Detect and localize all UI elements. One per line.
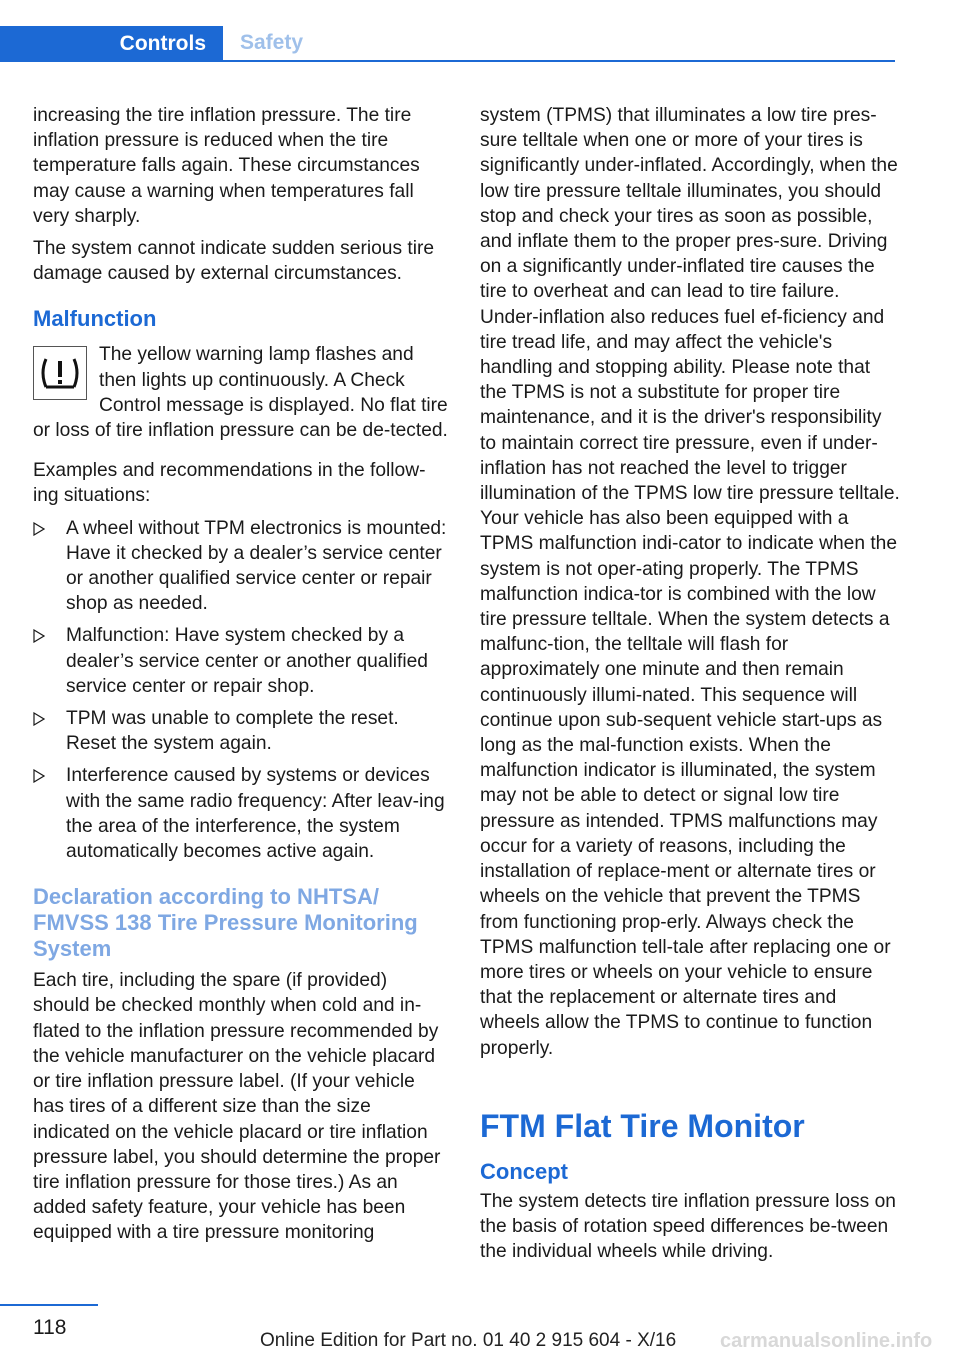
heading-declaration: Declaration according to NHTSA/ FMVSS 138 Tire Pressure Monitoring System xyxy=(33,884,418,962)
list-item xyxy=(33,516,448,617)
right-column xyxy=(480,103,900,1271)
footer-accent-line xyxy=(0,1304,98,1306)
paragraph-temperature: increasing the tire inflation pressure. The tire inflation pressure is reduced when the tire temperature falls again. These circumstances may cause a warning when temperatures fall very sharply. xyxy=(33,105,420,227)
paragraph-declaration: Each tire, including the spare (if provided) should be checked monthly when cold and in‐flated to the inflation pressure recommended by the vehicle manufacturer on the vehicle placard or tire inflation pressure label. (If your vehicle has tires of a different size than the size indicated on the vehicle placard or tire inflation pressure label, you should determine the proper tire inflation pressure for those tires.) As an added safety feature, your vehicle has been equipped with a tire pressure monitoring xyxy=(33,970,441,1244)
list-item-text: Interference caused by systems or devices with the same radio frequency: After leav‐ing the area of the interference, the system automatically becomes active again. xyxy=(66,765,445,863)
malfunction-block xyxy=(33,342,448,443)
heading-ftm: FTM Flat Tire Monitor xyxy=(480,1107,805,1144)
paragraph-sudden-damage: The system cannot indicate sudden serious tire damage caused by external circumstances. xyxy=(33,238,435,285)
triangle-bullet-icon xyxy=(33,769,45,783)
list-item xyxy=(33,706,448,756)
paragraph-concept: The system detects tire inflation pressure loss on the basis of rotation speed differences be‐tween the individual wheels while driving. xyxy=(480,1190,896,1263)
heading-malfunction: Malfunction xyxy=(33,306,157,332)
list-item-text: TPM was unable to complete the reset. Reset the system again. xyxy=(66,708,399,755)
list-item-text: A wheel without TPM electronics is mounted: Have it checked by a dealer’s service center or another qualified service center or repair shop as needed. xyxy=(66,517,447,615)
list-item xyxy=(33,763,448,864)
recommendation-list xyxy=(33,516,448,865)
paragraph-tpms: system (TPMS) that illuminates a low tire pres‐sure telltale when one or more of your tires is significantly under-inflated. Accordingly, when the low tire pressure telltale illuminates, you should stop and check your tires as soon as possible, and inflate them to the proper pres‐sure. Driving on a significantly under-inflated tire causes the tire to overheat and can lead to tire failure. Under-inflation also reduces fuel ef‐ficiency and tire tread life, and may affect the vehicle's handling and stopping ability. Please note that the TPMS is not a substitute for proper tire maintenance, and it is the driver's responsibility to maintain correct tire pressure, even if under-inflation has not reached the level to trigger illumination of the TPMS low tire pressure telltale. Your vehicle has also been equipped with a TPMS malfunction indi‐cator to indicate when the system is not oper‐ating properly. The TPMS malfunction indica‐tor is combined with the low tire pressure telltale. When the system detects a malfunc‐tion, the telltale will flash for approximately one minute and then remain continuously illumi‐nated. This sequence will continue upon sub‐sequent vehicle start-ups as long as the mal‐function exists. When the malfunction indicator is illuminated, the system may not be able to detect or signal low tire pressure as intended. TPMS malfunctions may occur for a variety of reasons, including the installation of replace‐ment or alternate tires or wheels on the vehicle that prevent the TPMS from functioning prop‐erly. Always check the TPMS malfunction tell‐tale after replacing one or more tires or wheels on your vehicle to ensure that the replacement or alternate tires and wheels allow the TPMS to continue to function properly. xyxy=(480,105,900,1059)
watermark: carmanualsonline.info xyxy=(720,1330,933,1352)
tire-pressure-warning-icon xyxy=(33,346,87,400)
list-item xyxy=(33,623,448,699)
paragraph-examples-intro: Examples and recommendations in the follow‐ing situations: xyxy=(33,460,426,507)
triangle-bullet-icon xyxy=(33,522,45,536)
malfunction-text: The yellow warning lamp flashes and then lights up continuously. A Check Control message is displayed. No flat tire or loss of tire inflation pressure can be de‐tected. xyxy=(33,344,448,442)
edition-footer: Online Edition for Part no. 01 40 2 915 604 - X/16 xyxy=(260,1330,677,1351)
page-number: 118 xyxy=(33,1316,67,1339)
heading-concept: Concept xyxy=(480,1158,568,1184)
left-column xyxy=(33,103,448,1253)
triangle-bullet-icon xyxy=(33,712,45,726)
triangle-bullet-icon xyxy=(33,629,45,643)
list-item-text: Malfunction: Have system checked by a dealer’s service center or another qualified service center or repair shop. xyxy=(66,625,428,697)
tab-safety[interactable]: Safety xyxy=(240,31,304,54)
tab-controls[interactable]: Controls xyxy=(0,26,223,62)
tabbar-underline xyxy=(0,60,895,62)
section-tabbar xyxy=(0,26,895,62)
